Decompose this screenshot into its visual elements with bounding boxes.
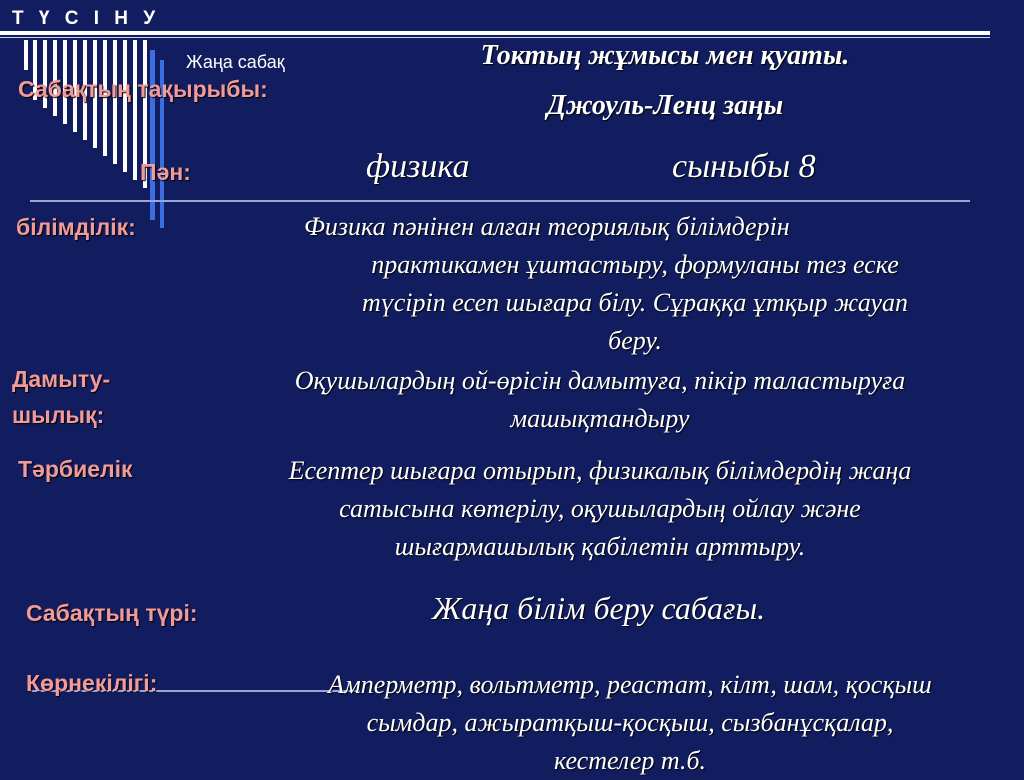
visual-aids-text — [260, 666, 1000, 780]
separator-line — [30, 200, 970, 202]
educational-line: түсіріп есеп шығара білу. Сұраққа ұтқыр жауап — [361, 288, 909, 317]
upbringing-label: Тәрбиелік — [18, 456, 133, 482]
vbar — [24, 40, 28, 70]
vertical-bars-decoration — [0, 0, 180, 230]
lesson-type-label: Сабақтың түрі: — [26, 600, 198, 626]
vbar — [133, 40, 137, 180]
new-lesson-label: Жаңа сабақ — [186, 52, 285, 72]
upbringing-text — [200, 452, 1000, 566]
educational-line: Физика пәнінен алған теориялық білімдерін — [304, 212, 790, 241]
educational-label: білімділік: — [16, 214, 136, 240]
subject-value: физика — [366, 148, 470, 185]
developmental-label-line1: Дамыту- — [12, 366, 111, 392]
topic-label: Сабақтың тақырыбы: — [18, 76, 268, 102]
developmental-line: Оқушылардың ой-өрісін дамытуға, пікір таластыруға — [294, 366, 906, 395]
grade-value: сыныбы 8 — [672, 148, 816, 185]
subject-label: Пән: — [140, 159, 191, 185]
developmental-text — [210, 362, 990, 438]
developmental-line: машықтандыру — [510, 404, 690, 433]
visual-aids-label: Көрнекілігі: — [26, 670, 158, 696]
educational-line: практикамен ұштастыру, формуланы тез еске — [371, 250, 899, 279]
upbringing-line: сатысына көтерілу, оқушылардың ойлау және — [339, 494, 861, 523]
visual-aids-line: Амперметр, вольтметр, реастат, кілт, шам, қосқыш — [328, 670, 932, 699]
lesson-title-line2: Джоуль-Ленц заңы — [546, 90, 784, 121]
brand-title: Т Ү С І Н У — [12, 8, 161, 29]
upbringing-line: Есептер шығара отырып, физикалық білімдердің жаңа — [288, 456, 912, 485]
upbringing-line: шығармашылық қабілетін арттыру. — [394, 532, 806, 561]
visual-aids-line: кестелер т.б. — [553, 746, 707, 775]
visual-aids-line: сымдар, ажыратқыш-қосқыш, сызбанұсқалар, — [366, 708, 894, 737]
educational-text — [290, 208, 980, 360]
lesson-type-value: Жаңа білім беру сабағы. — [432, 590, 766, 626]
vbar — [123, 40, 127, 172]
lesson-title-line1: Токтың жұмысы мен қуаты. — [480, 40, 850, 71]
educational-line: беру. — [608, 326, 662, 355]
developmental-label-line2: шылық: — [12, 402, 105, 428]
